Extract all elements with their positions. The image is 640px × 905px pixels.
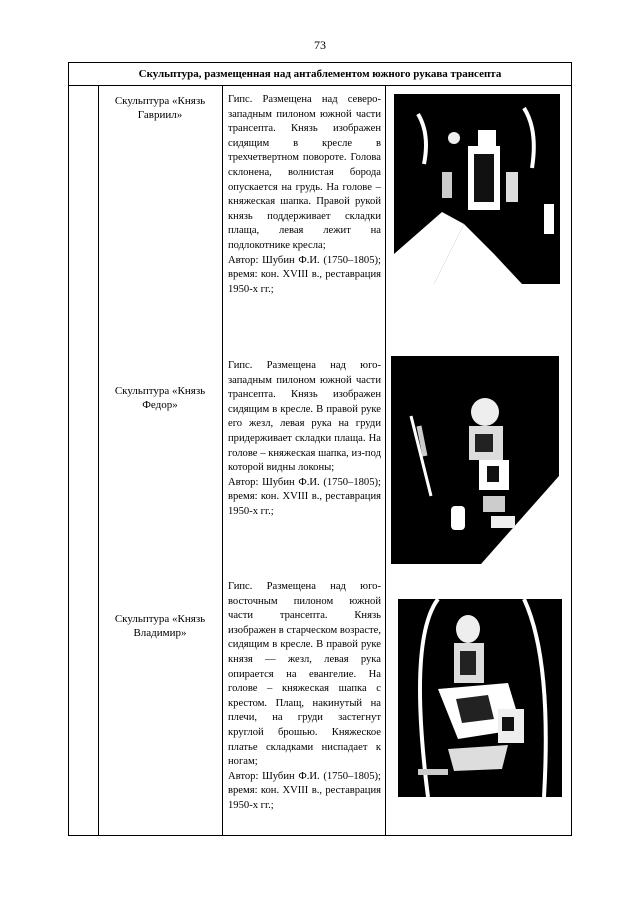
sculpture-name — [100, 612, 220, 640]
column-divider — [222, 86, 223, 835]
sculpture-photo — [394, 94, 560, 284]
author-text: Автор: Шубин Ф.И. (1750–1805); время: кон. XVIII в., реставрация 1950-х гг.; — [228, 476, 381, 517]
sculpture-description — [228, 93, 381, 297]
sculpture-name — [100, 94, 220, 122]
sculpture-photo — [398, 599, 562, 797]
sculpture-name-line: Федор» — [142, 399, 178, 411]
sculpture-name-line: Гавриил» — [137, 109, 183, 121]
description-text: Гипс. Размещена над юго-восточным пилоном южной части трансепта. Князь изображен в старческом возрасте, сидящим в кресле. В правой руке князя — жезл, левая рука опирается на евангелие. На голове – княжеская шапка с крестом. Плащ, накинутый на плечи, на груди застегнут круглой брошью. Княжеское платье складками ниспадает к ногам; — [228, 581, 381, 768]
sculpture-name-line: Скульптура «Князь — [114, 385, 206, 397]
table-header: Скульптура, размещенная над антаблементом южного рукава трансепта — [69, 63, 571, 86]
sculpture-table — [68, 62, 572, 836]
author-text: Автор: Шубин Ф.И. (1750–1805); время: кон. XVIII в., реставрация 1950-х гг.; — [228, 254, 381, 295]
column-divider — [98, 86, 99, 835]
sculpture-description — [228, 580, 381, 814]
page-number: 73 — [314, 38, 326, 52]
sculpture-name-line: Скульптура «Князь — [114, 613, 206, 625]
sculpture-name-line: Владимир» — [133, 627, 187, 639]
column-divider — [385, 86, 386, 835]
description-text: Гипс. Размещена над северо-западным пилоном южной части трансепта. Князь изображен сидящим в кресле в трехчетвертном повороте. Голова склонена, волнистая борода опускается на грудь. На голове – княжеская шапка. Правой рукой князь поддерживает складки плаща, левая лежит на подлокотнике кресла; — [228, 94, 381, 251]
description-text: Гипс. Размещена над юго-западным пилоном южной части трансепта. Князь изображен сидящим в кресле. В правой руке его жезл, левая рука на груди придерживает складки плаща. На голове – княжеская шапка, из-под которой видны локоны; — [228, 360, 381, 474]
sculpture-name — [100, 384, 220, 412]
author-text: Автор: Шубин Ф.И. (1750–1805); время: кон. XVIII в., реставрация 1950-х гг.; — [228, 770, 381, 811]
sculpture-name-line: Скульптура «Князь — [114, 95, 206, 107]
sculpture-photo — [391, 356, 559, 564]
sculpture-description — [228, 359, 381, 520]
